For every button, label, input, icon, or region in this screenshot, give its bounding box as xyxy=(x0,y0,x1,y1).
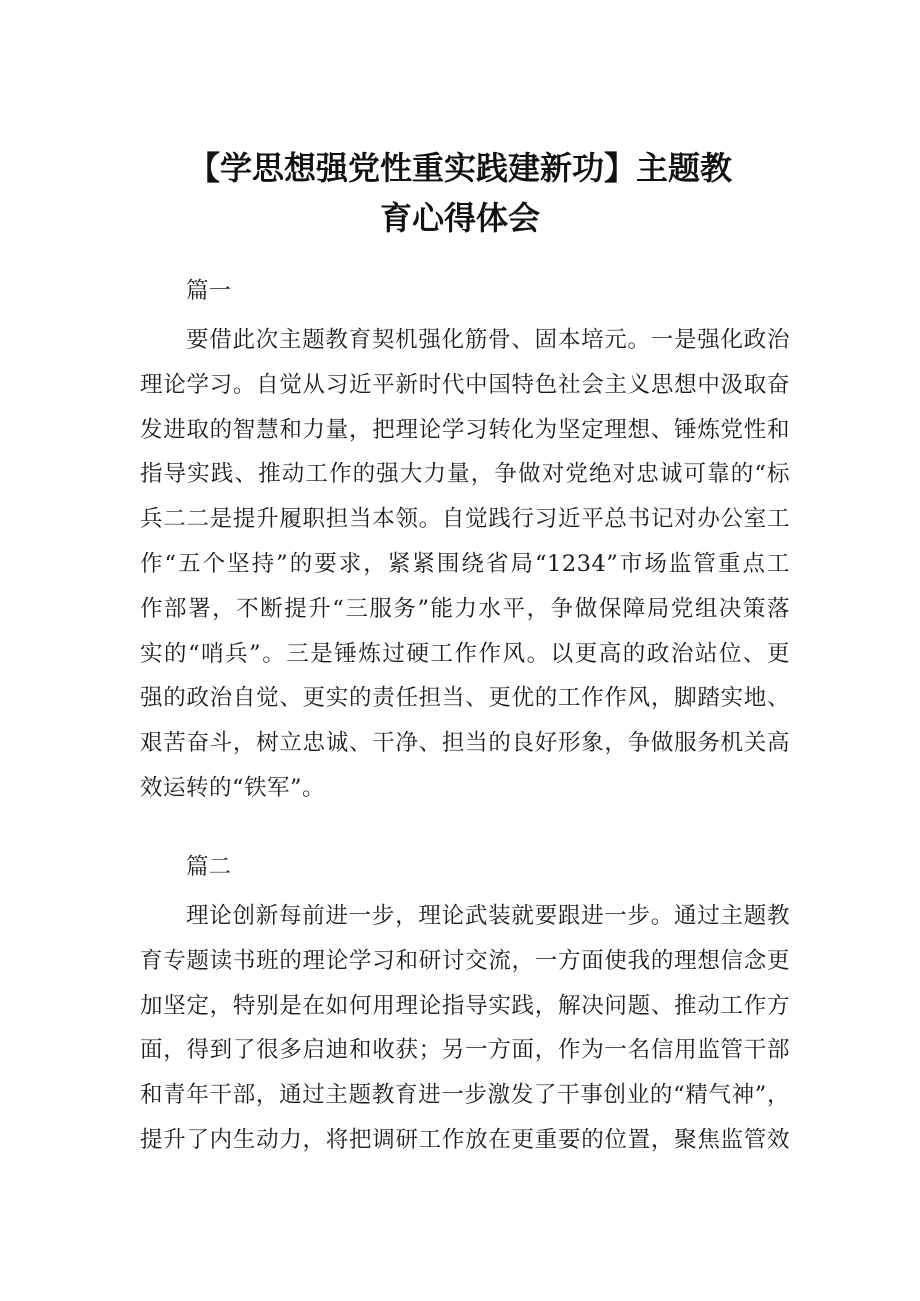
paragraph-line: 艰苦奋斗，树立忠诚、干净、担当的良好形象，争做服务机关高 xyxy=(140,730,790,757)
document-title-line-2: 育心得体会 xyxy=(379,199,540,237)
paragraph-line: 强的政治自觉、更实的责任担当、更优的工作作风，脚踏实地、 xyxy=(140,685,790,712)
paragraph-line: 发进取的智慧和力量，把理论学习转化为坚定理想、锤炼党性和 xyxy=(140,416,790,443)
paragraph-line: 指导实践、推动工作的强大力量，争做对党绝对忠诚可靠的“标 xyxy=(140,461,790,488)
paragraph-line: 兵二二是提升履职担当本领。自觉践行习近平总书记对办公室工 xyxy=(140,506,790,533)
paragraph-line: 面，得到了很多启迪和收获；另一方面，作为一名信用监管干部 xyxy=(140,1037,790,1064)
paragraph-line: 作部署，不断提升“三服务”能力水平，争做保障局党组决策落 xyxy=(140,595,790,622)
section-2-body xyxy=(140,894,790,1163)
section-heading-2: 篇二 xyxy=(186,854,232,880)
paragraph-line: 实的“哨兵”。三是锤炼过硬工作作风。以更高的政治站位、更 xyxy=(140,640,790,667)
paragraph-line: 效运转的“铁军”。 xyxy=(140,774,326,801)
paragraph-line: 育专题读书班的理论学习和研讨交流，一方面使我的理想信念更 xyxy=(140,947,790,974)
document-title-line-1: 【学思想强党性重实践建新功】主题教 xyxy=(187,149,732,187)
paragraph-line: 理论创新每前进一步，理论武装就要跟进一步。通过主题教 xyxy=(186,903,790,929)
paragraph-line: 提升了内生动力，将把调研工作放在更重要的位置，聚焦监管效 xyxy=(140,1126,790,1153)
section-heading-1: 篇一 xyxy=(186,278,232,304)
paragraph-line: 作“五个坚持”的要求，紧紧围绕省局“1234”市场监管重点工 xyxy=(140,550,790,577)
paragraph-line: 理论学习。自觉从习近平新时代中国特色社会主义思想中汲取奋 xyxy=(140,371,790,398)
paragraph-line: 和青年干部，通过主题教育进一步激发了干事创业的“精气神”， xyxy=(140,1082,790,1109)
section-1-body xyxy=(140,318,790,811)
paragraph-line: 加坚定，特别是在如何用理论指导实践，解决问题、推动工作方 xyxy=(140,992,790,1019)
paragraph-line: 要借此次主题教育契机强化筋骨、固本培元。一是强化政治 xyxy=(186,327,790,353)
